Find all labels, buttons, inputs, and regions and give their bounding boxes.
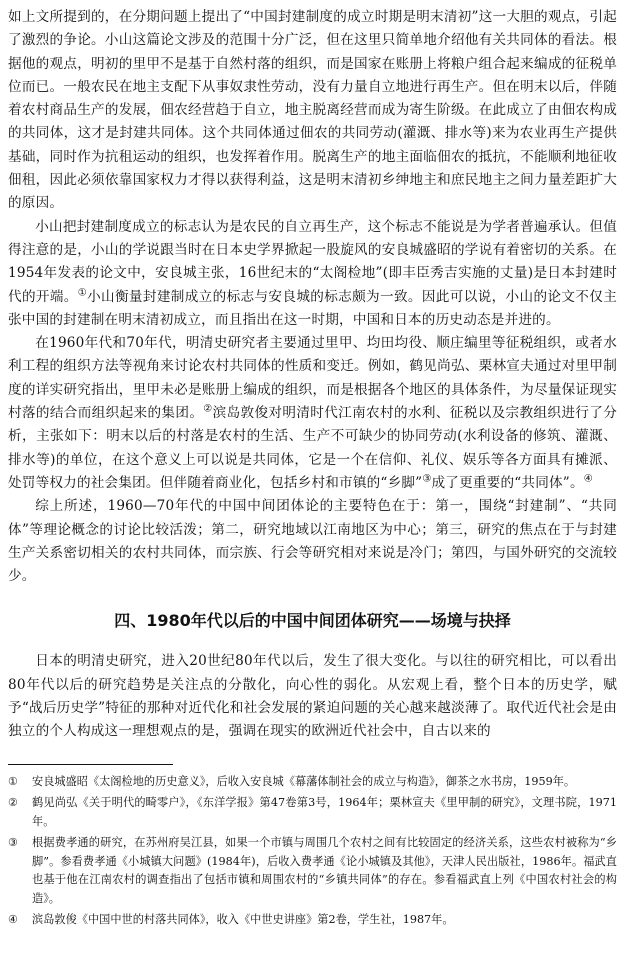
- footnote-mark: ①: [8, 774, 19, 788]
- footnote-ref-2[interactable]: ②: [203, 403, 213, 415]
- paragraph-text: 小山把封建制度成立的标志认为是农民的自立再生产，这个标志不能说是为学者普遍承认。但值得注意的是，小山的学说跟当时在日本史学界掀起一股旋风的安良城盛昭的学说有着密切的关系。在1954年发表的论文中，安良城主张，16世纪末的“太阁检地”(即丰臣秀吉实施的丈量)是日本封建时代的开端。: [8, 218, 617, 305]
- footnote-text: 安良城盛昭《太阁检地的历史意义》，后收入安良城《幕藩体制社会的成立与构造》，御茶之水书房，1959年。: [32, 774, 576, 788]
- footnote-item: [8, 773, 617, 792]
- paragraph-koyama-view: 如上文所提到的，在分期问题上提出了“中国封建制度的成立时期是明末清初”这一大胆的观点，引起了激烈的争论。小山这篇论文涉及的范围十分广泛，但在这里只简单地介绍他有关共同体的看法。根据他的观点，明初的里甲不是基于自然村落的组织，而是国家在账册上将粮户组合起来编成的征税单位而已。一般农民在地主支配下从事奴隶性劳动，没有力量自立地进行再生产。但在明末以后，伴随着农村商品生产的发展，佃农经营趋于自立，地主脱离经营而成为寄生阶级。在此成立了由佃农构成的共同体，这才是封建共同体。这个共同体通过佃农的共同劳动(灌溉、排水等)来为农业再生产提供基础，同时作为抗租运动的组织，也发挥着作用。脱离生产的地主面临佃农的抵抗，不能顺利地征收佃租，因此必须依靠国家权力才得以获得利益，这是明末清初乡绅地主和庶民地主之间力量差距扩大的原因。: [8, 9, 617, 212]
- footnote-item: [8, 911, 617, 930]
- section-heading: 四、1980年代以后的中国中间团体研究——场境与抉择: [114, 611, 511, 631]
- footnote-ref-1[interactable]: ①: [77, 287, 88, 299]
- paragraph-1980s: 日本的明清史研究，进入20世纪80年代以后，发生了很大变化。与以往的研究相比，可以看出80年代以后的研究趋势是关注点的分散化，向心性的弱化。从宏观上看，整个日本的历史学，赋予“战后历史学”特征的那种对近代化和社会发展的紧迫问题的关心越来越淡薄了。取代近代社会是由独立的个人构成这一理想观点的是，强调在现实的欧洲近代社会中，自古以来的: [8, 653, 617, 740]
- paragraph-text: 在1960年代和70年代，明清史研究者主要通过里甲、均田均役、顺庄编里等征税组织，或者水利工程的组织方法等视角来讨论农村共同体的性质和变迁。例如，鹤见尚弘、栗林宣夫通过对里甲制度的详实研究指出，里甲未必是账册上编成的组织，而是根据各个地区的具体条件，为尽量保证现实村落的结合而组织起来的集团。: [8, 335, 617, 422]
- footnote-ref-3[interactable]: ③: [422, 473, 432, 485]
- footnote-item: [8, 794, 617, 831]
- footnote-item: [8, 834, 617, 908]
- footnote-text: 滨岛敦俊《中国中世的村落共同体》，收入《中世史讲座》第2卷，学生社，1987年。: [32, 913, 454, 927]
- paragraph-text: 成了更重要的“共同体”。: [431, 474, 584, 491]
- paragraph-1960s-research: [8, 332, 617, 495]
- paragraph-koyama-araki: [8, 216, 617, 332]
- footnote-list: [8, 773, 617, 930]
- footnote-mark: ④: [8, 913, 19, 927]
- paragraph-summary: 综上所述，1960—70年代的中国中间团体论的主要特色在于：第一，围绕“封建制”、“共同体”等理论概念的讨论比较活泼；第二，研究地域以江南地区为中心；第三，研究的焦点在于与封建生产关系密切相关的农村共同体，而宗族、行会等研究相对来说是冷门；第四，与国外研究的交流较少。: [8, 498, 617, 585]
- footnote-text: 鹤见尚弘《关于明代的畸零户》，《东洋学报》第47卷第3号，1964年；栗林宣夫《里甲制的研究》，文理书院，1971年。: [32, 796, 617, 828]
- paragraph-text: 滨岛敦俊对明清时代江南农村的水利、征税以及宗教组织进行了分析，主张如下：明末以后的村落是农村的生活、生产不可缺少的协同劳动(水利设备的修筑、灌溉、排水等)的单位，在这个意义上可以说是共同体，它是一个在信仰、礼仪、娱乐等各方面具有摊派、处罚等权力的社会集团。但伴随着商业化，包括乡村和市镇的“乡脚”: [8, 405, 617, 491]
- paragraph-text: 小山衡量封建制成立的标志与安良城的标志颇为一致。因此可以说，小山的论文不仅主张中国的封建制在明末清初成立，而且指出在这一时期，中国和日本的历史动态是并进的。: [8, 288, 617, 328]
- footnote-text: 根据费孝通的研究，在苏州府吴江县，如果一个市镇与周围几个农村之间有比较固定的经济关系，这些农村被称为“乡脚”。参看费孝通《小城镇大问题》(1984年)，后收入费孝通《论小城镇及其他》，天津人民出版社，1986年。福武直也基于他在江南农村的调查指出了包括市镇和周围农村的“乡镇共同体”的存在。参看福武直上列《中国农村社会的构造》。: [32, 836, 617, 905]
- footnote-ref-4[interactable]: ④: [583, 473, 593, 485]
- footnote-mark: ③: [8, 836, 19, 850]
- footnote-mark: ②: [8, 796, 19, 810]
- footnote-divider: [8, 764, 173, 765]
